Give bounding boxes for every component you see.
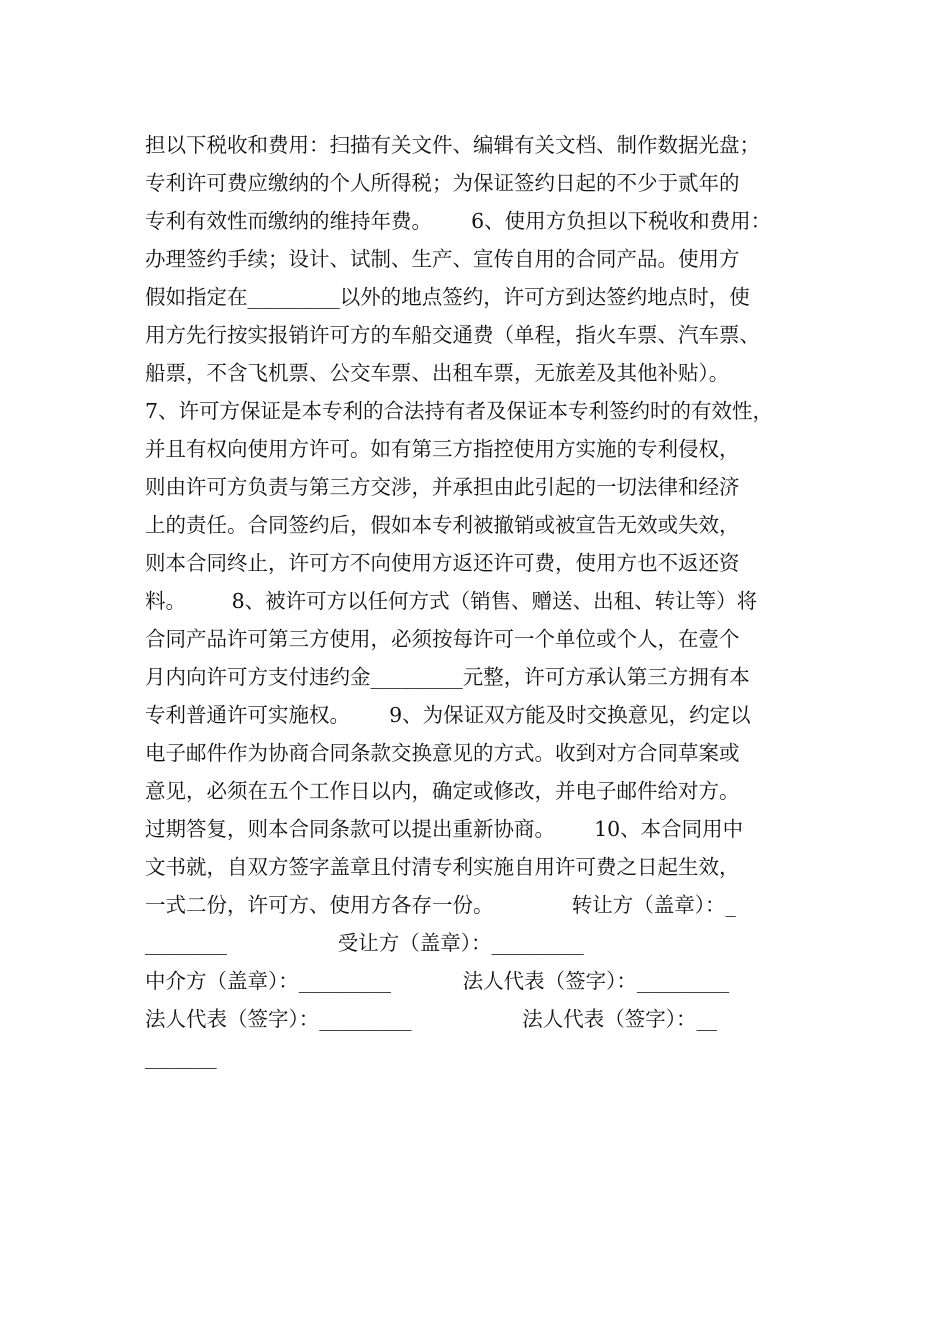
body-text-line: 专利许可费应缴纳的个人所得税；为保证签约日起的不少于贰年的 bbox=[145, 171, 740, 195]
body-text-line: 意见，必须在五个工作日以内，确定或修改，并电子邮件给对方。 bbox=[145, 779, 740, 803]
body-text-line: 专利有效性而缴纳的维持年费。 6、使用方负担以下税收和费用： bbox=[145, 209, 772, 233]
body-text-line: 7、许可方保证是本专利的合法持有者及保证本专利签约时的有效性， bbox=[145, 399, 774, 423]
body-text-line: 电子邮件作为协商合同条款交换意见的方式。收到对方合同草案或 bbox=[145, 741, 740, 765]
body-text-line: 担以下税收和费用：扫描有关文件、编辑有关文档、制作数据光盘； bbox=[145, 133, 760, 157]
body-text-line: 用方先行按实报销许可方的车船交通费（单程，指火车票、汽车票、 bbox=[145, 323, 760, 347]
body-text-line: 合同产品许可第三方使用，必须按每许可一个单位或个人，在壹个 bbox=[145, 627, 740, 651]
signature-line: ________ 受让方（盖章）：_________ bbox=[145, 931, 584, 955]
body-text-line: 假如指定在_________以外的地点签约，许可方到达签约地点时，使 bbox=[145, 285, 750, 309]
body-text-line: 文书就，自双方签字盖章且付清专利实施自用许可费之日起生效， bbox=[145, 855, 740, 879]
body-text-line: 并且有权向使用方许可。如有第三方指控使用方实施的专利侵权， bbox=[145, 437, 740, 461]
body-text-line: 月内向许可方支付违约金_________元整，许可方承认第三方拥有本 bbox=[145, 665, 750, 689]
body-text-line: 则本合同终止，许可方不向使用方返还许可费，使用方也不返还资 bbox=[145, 551, 740, 575]
body-text-line: 料。 8、被许可方以任何方式（销售、赠送、出租、转让等）将 bbox=[145, 589, 758, 613]
signature-line: 中介方（盖章）：_________ 法人代表（签字）：_________ bbox=[145, 969, 730, 993]
signature-line: _______ bbox=[145, 1045, 217, 1069]
body-text-line: 过期答复，则本合同条款可以提出重新协商。 10、本合同用中 bbox=[145, 817, 744, 841]
body-text-line: 船票，不含飞机票、公交车票、出租车票，无旅差及其他补贴）。 bbox=[145, 361, 730, 385]
body-text-line: 则由许可方负责与第三方交涉，并承担由此引起的一切法律和经济 bbox=[145, 475, 740, 499]
signature-line: 法人代表（签字）：_________ 法人代表（签字）：__ bbox=[145, 1007, 718, 1031]
body-text-line: 办理签约手续；设计、试制、生产、宣传自用的合同产品。使用方 bbox=[145, 247, 740, 271]
body-text-line: 上的责任。合同签约后，假如本专利被撤销或被宣告无效或失效， bbox=[145, 513, 740, 537]
body-text-line: 专利普通许可实施权。 9、为保证双方能及时交换意见，约定以 bbox=[145, 703, 751, 727]
signature-line: 一式二份，许可方、使用方各存一份。 转让方（盖章）：_ bbox=[145, 893, 736, 917]
